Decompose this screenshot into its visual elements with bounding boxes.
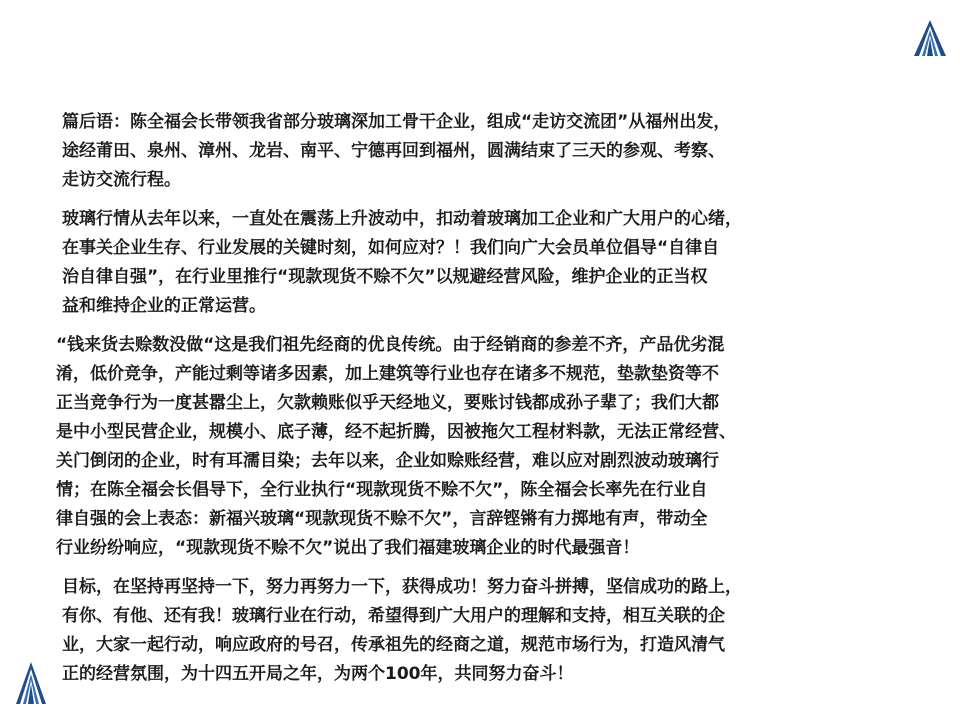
- paragraph-tradition: “钱来货去赊数没做“这是我们祖先经商的优良传统。由于经销商的参差不齐，产品优劣混 淆，低价竞争，产能过剩等诸多因素，加上建筑等行业也存在诸多不规范，垫款垫资等不 正当竞争行为一度甚嚣尘上，欠款赖账似乎天经地义，要账讨钱都成孙子辈了；我们大都 是中小型民营企业，规模小、底子薄，经不起折腾，因被拖欠工程材料款，无法正常经营、 关门倒闭的企业，时有耳濡目染；去年以来，企业如赊账经营，难以应对剧烈波动玻璃行 情；在陈全福会长倡导下，全行业执行“现款现货不赊不欠”，陈全福会长率先在行业自 律自强的会上表态：新福兴玻璃“现款现货不赊不欠”，言辞铿锵有力掷地有声，带动全 行业纷纷响应，“现款现货不赊不欠”说出了我们福建玻璃企业的时代最强音！: [56, 335, 736, 558]
- mountain-logo-icon: [14, 660, 48, 706]
- slide-body: [56, 108, 902, 699]
- paragraph-market: 玻璃行情从去年以来，一直处在震荡上升波动中，扣动着玻璃加工企业和广大用户的心绪， 在事关企业生存、行业发展的关键时刻，如何应对？！我们向广大会员单位倡导“自律自 治自律自强”，在行业里推行“现款现货不赊不欠”以规避经营风险，维护企业的正当权 益和维持企业的正常运营。: [62, 209, 742, 316]
- mountain-logo-icon: [912, 18, 948, 58]
- paragraph-goal: 目标，在坚持再坚持一下，努力再努力一下，获得成功！努力奋斗拼搏，坚信成功的路上， 有你、有他、还有我！玻璃行业在行动，希望得到广大用户的理解和支持，相互关联的企 业，大家一起行动，响应政府的号召，传承祖先的经商之道，规范市场行为，打造风清气 正的经营氛围，为十四五开局之年，为两个100年，共同努力奋斗！: [62, 577, 742, 684]
- paragraph-epilogue: 篇后语：陈全福会长带领我省部分玻璃深加工骨干企业，组成“走访交流团”从福州出发， 途经莆田、泉州、漳州、龙岩、南平、宁德再回到福州，圆满结束了三天的参观、考察、 走访交流行程。: [62, 112, 731, 190]
